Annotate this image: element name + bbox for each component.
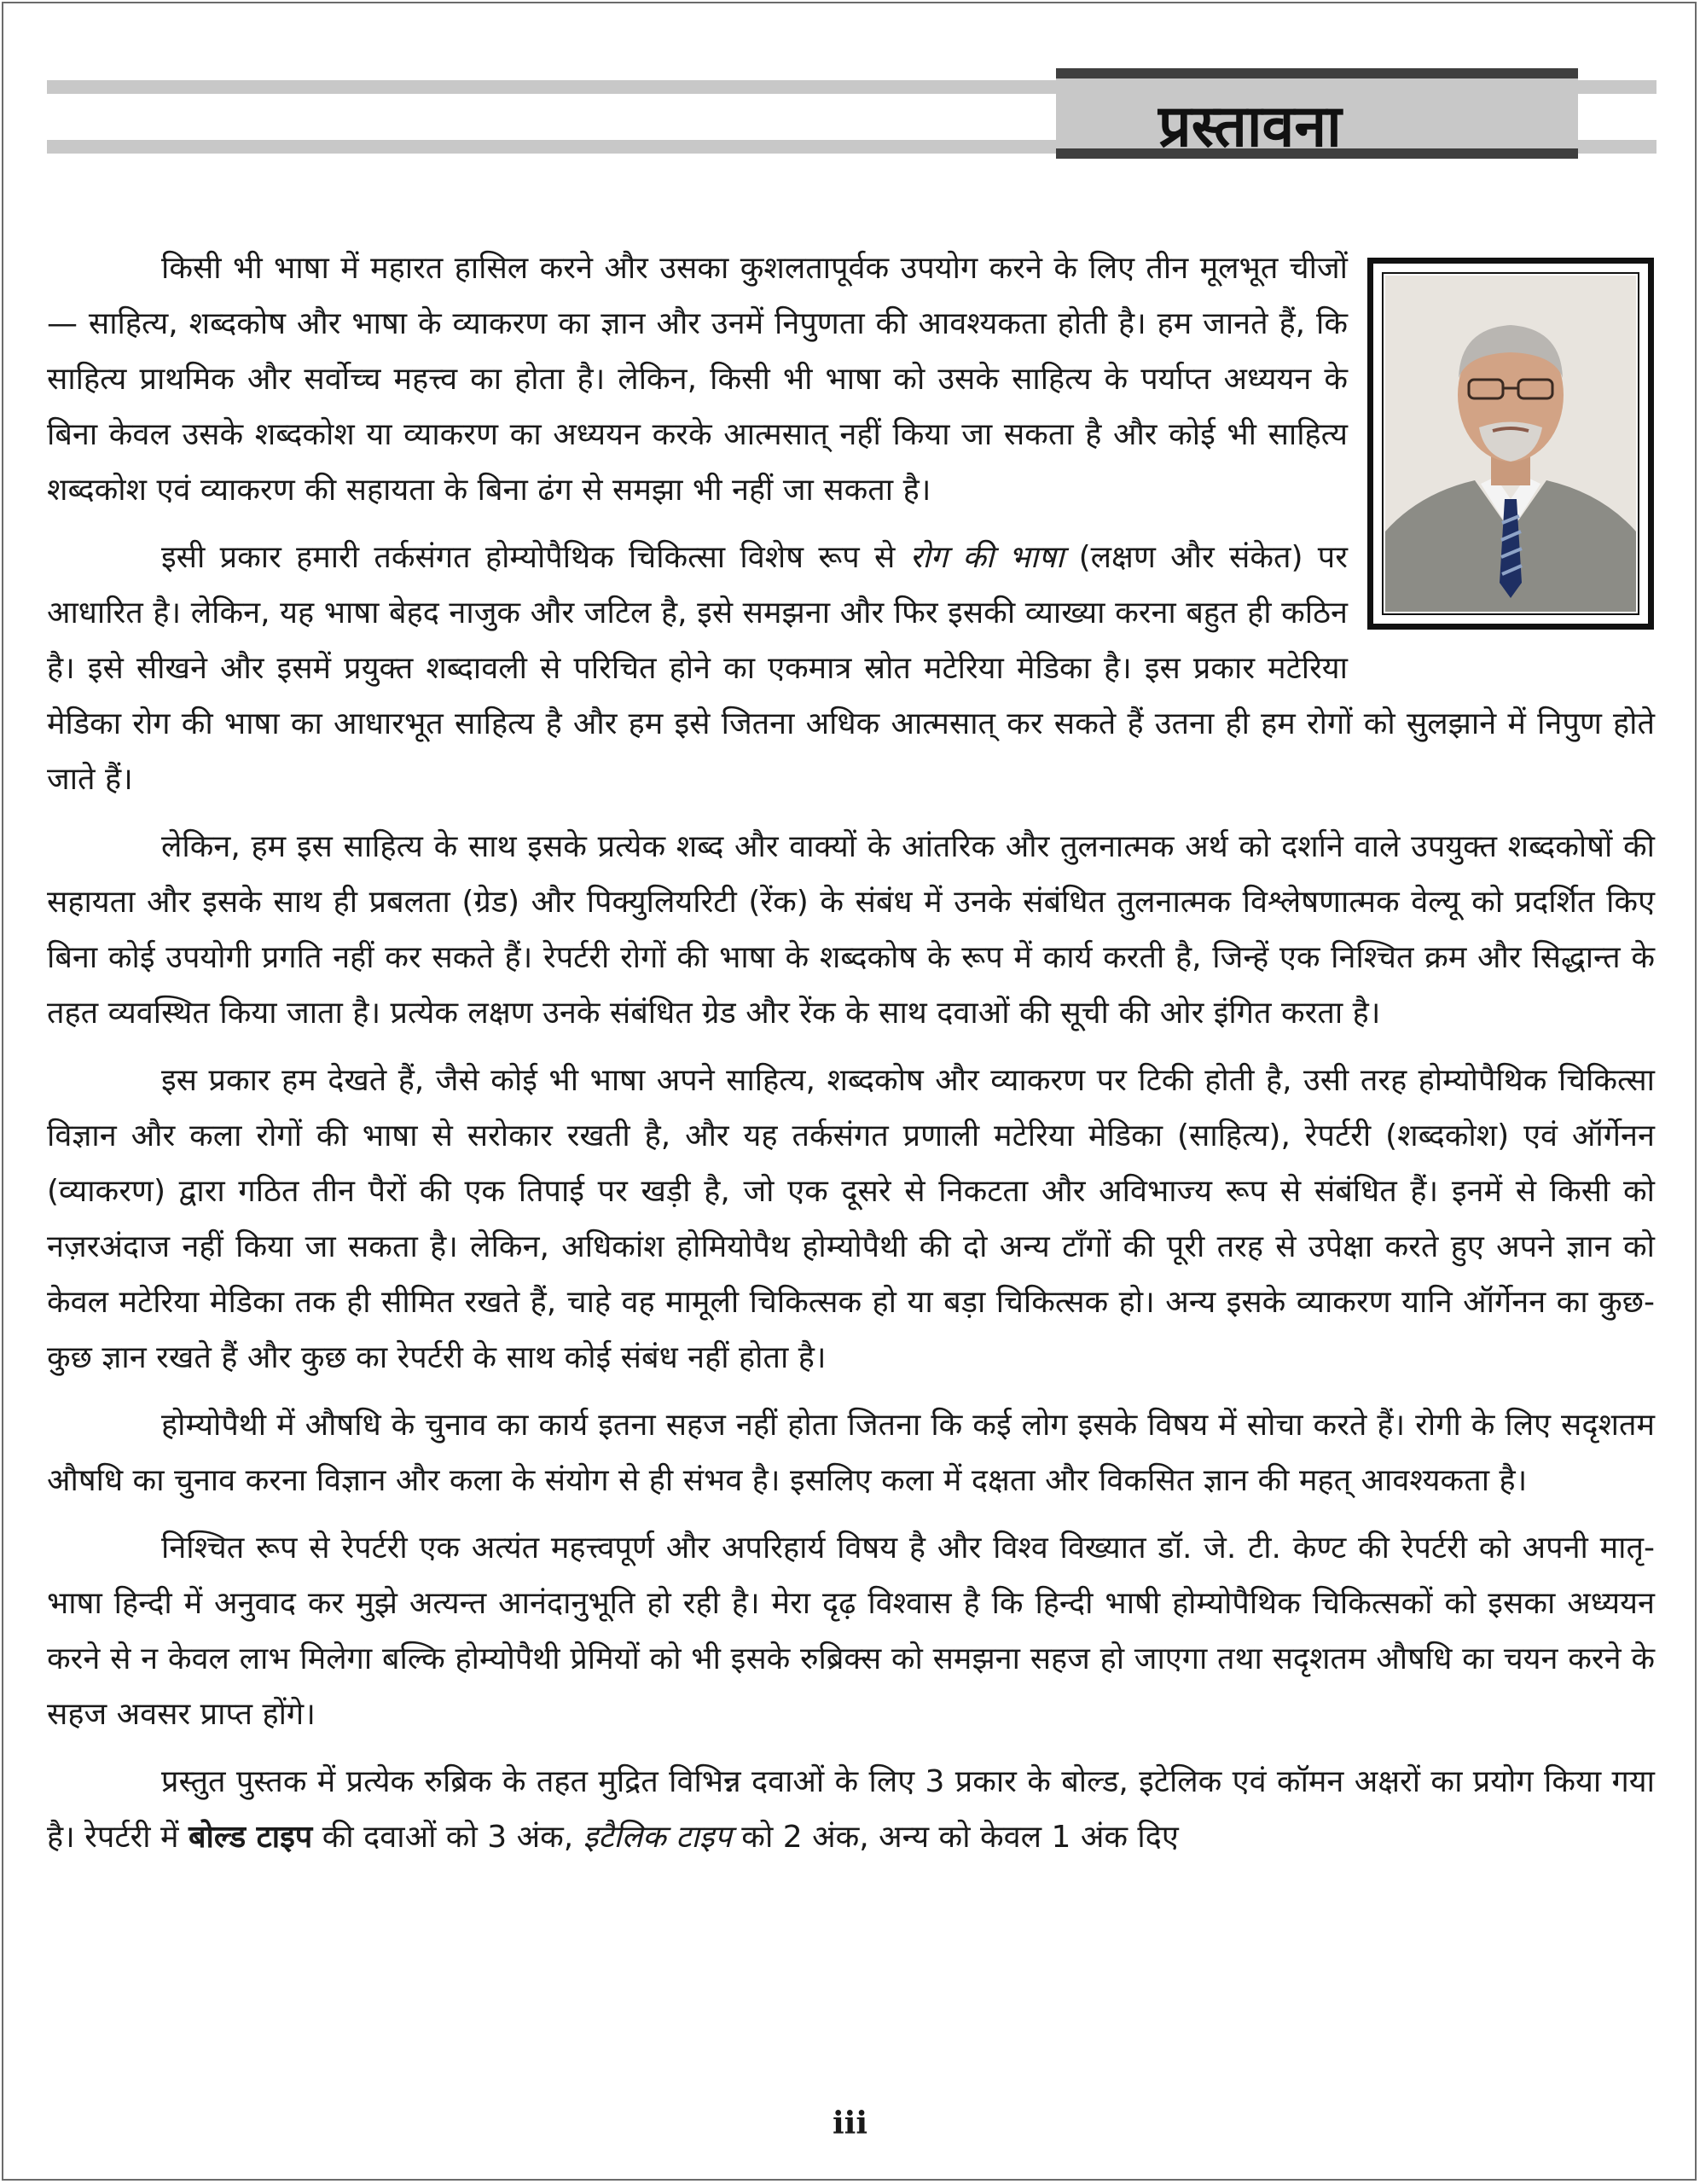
- preface-body: [47, 241, 1655, 1877]
- italic-phrase: रोग की भाषा: [909, 540, 1065, 575]
- paragraph: [47, 1397, 1655, 1508]
- paragraph-text: किसी भी भाषा में महारत हासिल करने और उसका कुशलतापूर्वक उपयोग करने के लिए तीन मूलभूत चीजों — साहित्य, शब्दकोष और भाषा के व्याकरण का ज्ञान और उनमें निपुणता की आवश्यकता होती है। हम जानते हैं, कि साहित्य प्राथमिक और सर्वोच्च महत्त्व का होता है। लेकिन, किसी भी भाषा को उसके साहित्य के पर्याप्त अध्ययन के बिना केवल उसके शब्दकोश या व्याकरण का अध्ययन करके आत्मसात् नहीं किया जा सकता है और कोई भी साहित्य शब्दकोश एवं व्याकरण की सहायता के बिना ढंग से समझा भी नहीं जा सकता है।: [47, 251, 1348, 508]
- paragraph: [47, 1754, 1655, 1865]
- page-title: प्रस्तावना: [1158, 93, 1342, 160]
- paragraph: [47, 1520, 1655, 1742]
- header-title-box: [1056, 68, 1578, 159]
- bold-phrase: बोल्ड टाइप: [188, 1820, 313, 1855]
- paragraph-text: इसी प्रकार हमारी तर्कसंगत होम्योपैथिक चिकित्सा विशेष रूप से: [161, 540, 910, 575]
- paragraph-text: होम्योपैथी में औषधि के चुनाव का कार्य इतना सहज नहीं होता जितना कि कई लोग इसके विषय में सोचा करते हैं। रोगी के लिए सदृशतम औषधि का चुनाव करना विज्ञान और कला के संयोग से ही संभव है। इसलिए कला में दक्षता और विकसित ज्ञान की महत् आवश्यकता है।: [47, 1408, 1655, 1498]
- paragraph-text: इस प्रकार हम देखते हैं, जैसे कोई भी भाषा अपने साहित्य, शब्दकोष और व्याकरण पर टिकी होती है, उसी तरह होम्योपैथिक चिकित्सा विज्ञान और कला रोगों की भाषा से सरोकार रखती है, और यह तर्कसंगत प्रणाली मटेरिया मेडिका (साहित्य), रेपर्टरी (शब्दकोश) एवं ऑर्गेनन (व्याकरण) द्वारा गठित तीन पैरों की एक तिपाई पर खड़ी है, जो एक दूसरे से निकटता और अविभाज्य रूप से संबंधित हैं। इनमें से किसी को नज़रअंदाज नहीं किया जा सकता है। लेकिन, अधिकांश होमियोपैथ होम्योपैथी की दो अन्य टाँगों की पूरी तरह से उपेक्षा करते हुए अपने ज्ञान को केवल मटेरिया मेडिका तक ही सीमित रखते हैं, चाहे वह मामूली चिकित्सक हो या बड़ा चिकित्सक हो। अन्य इसके व्याकरण यानि ऑर्गेनन का कुछ-कुछ ज्ञान रखते हैं और कुछ का रेपर्टरी के साथ कोई संबंध नहीं होता है।: [47, 1063, 1655, 1375]
- italic-phrase: इटैलिक टाइप: [583, 1820, 732, 1855]
- paragraph-text: निश्चित रूप से रेपर्टरी एक अत्यंत महत्त्वपूर्ण और अपरिहार्य विषय है और विश्व विख्यात डॉ. जे. टी. केण्ट की रेपर्टरी को अपनी मातृ-भाषा हिन्दी में अनुवाद कर मुझे अत्यन्त आनंदानुभूति हो रही है। मेरा दृढ़ विश्वास है कि हिन्दी भाषी होम्योपैथिक चिकित्सकों को इसका अध्ययन करने से न केवल लाभ मिलेगा बल्कि होम्योपैथी प्रेमियों को भी इसके रुब्रिक्स को समझना सहज हो जाएगा तथा सदृशतम औषधि का चयन करने के सहज अवसर प्राप्त होंगे।: [47, 1531, 1655, 1732]
- photo-spacer: [1348, 241, 1655, 676]
- paragraph-text: प्रस्तुत पुस्तक में प्रत्येक रुब्रिक के तहत मुद्रित विभिन्न दवाओं के लिए 3 प्रकार के बोल्ड, इटेलिक एवं कॉमन अक्षरों का प्रयोग किया गया है। रेपर्टरी में: [47, 1764, 1655, 1855]
- paragraph-text: की दवाओं को 3 अंक,: [312, 1820, 583, 1855]
- paragraph: [47, 819, 1655, 1041]
- paragraph-text: को 2 अंक, अन्य को केवल 1 अंक दिए: [731, 1820, 1179, 1855]
- paragraph-text: लेकिन, हम इस साहित्य के साथ इसके प्रत्येक शब्द और वाक्यों के आंतरिक और तुलनात्मक अर्थ को दर्शाने वाले उपयुक्त शब्दकोषों की सहायता और इसके साथ ही प्रबलता (ग्रेड) और पिक्युलियरिटी (रेंक) के संबंध में उनके संबंधित तुलनात्मक विश्लेषणात्मक वेल्यू को प्रदर्शित किए बिना कोई उपयोगी प्रगति नहीं कर सकते हैं। रेपर्टरी रोगों की भाषा के शब्दकोष के रूप में कार्य करती है, जिन्हें एक निश्चित क्रम और सिद्धान्त के तहत व्यवस्थित किया जाता है। प्रत्येक लक्षण उनके संबंधित ग्रेड और रेंक के साथ दवाओं की सूची की ओर इंगित करता है।: [47, 829, 1655, 1031]
- paragraph-text: (लक्षण और संकेत) पर आधारित है। लेकिन, यह भाषा बेहद नाजुक और जटिल है, इसे समझना और फिर इसकी व्याख्या करना बहुत ही कठिन है। इसे सीखने और इसमें प्रयुक्त शब्दावली से परिचित होने का एकमात्र स्रोत मटेरिया मेडिका है। इस प्रकार मटेरिया मेडिका रोग की भाषा का आधारभूत साहित्य है और हम इसे जितना अधिक आत्मसात् कर सकते हैं उतना ही हम रोगों को सुलझाने में निपुण होते जाते हैं।: [47, 540, 1655, 797]
- page-number: iii: [832, 2106, 868, 2141]
- paragraph: [47, 1053, 1655, 1385]
